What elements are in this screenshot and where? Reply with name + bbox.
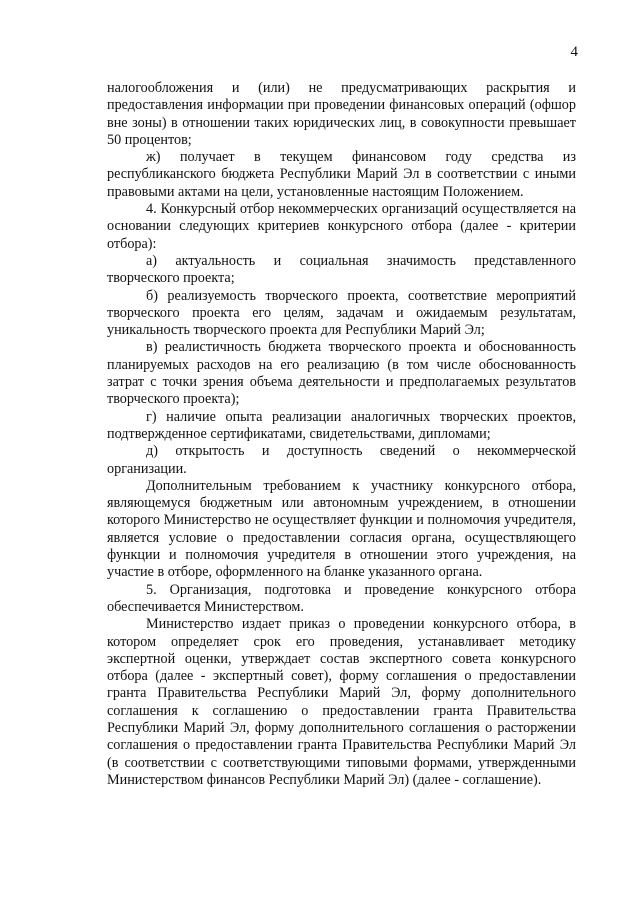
document-body xyxy=(107,80,576,789)
paragraph: налогообложения и (или) не предусматривающих раскрытия и предоставления информации при проведении финансовых операций (офшор вне зоны) в отношении таких юридических лиц, в совокупности превышает 50 процентов; xyxy=(107,80,576,148)
page-number: 4 xyxy=(570,44,578,60)
paragraph: 4. Конкурсный отбор некоммерческих организаций осуществляется на основании следующих критериев конкурсного отбора (далее - критерии отбора): xyxy=(107,201,576,252)
paragraph: в) реалистичность бюджета творческого проекта и обоснованность планируемых расходов на его реализацию (в том числе обоснованность затрат с точки зрения объема деятельности и предполагаемых результатов творческого проекта); xyxy=(107,339,576,408)
paragraph: д) открытость и доступность сведений о некоммерческой организации. xyxy=(107,443,576,477)
paragraph: а) актуальность и социальная значимость представленного творческого проекта; xyxy=(107,252,576,287)
paragraph: г) наличие опыта реализации аналогичных творческих проектов, подтвержденное сертификатами, свидетельствами, дипломами; xyxy=(107,408,576,442)
paragraph: б) реализуемость творческого проекта, соответствие мероприятий творческого проекта его целям, задачам и ожидаемым результатам, уникальность творческого проекта для Республики Марий Эл; xyxy=(107,287,576,339)
paragraph: Министерство издает приказ о проведении конкурсного отбора, в котором определяет срок его проведения, устанавливает методику экспертной оценки, утверждает состав экспертного совета конкурсного отбора (далее - экспертный совет), форму соглашения о предоставлении гранта Правительства Республики Марий Эл, форму дополнительного соглашения к соглашению о предоставлении гранта Правительства Республики Марий Эл, форму дополнительного соглашения о расторжении соглашения о предоставлении гранта Правительства Республики Марий Эл (в соответствии с соответствующими типовыми формами, утвержденными Министерством финансов Республики Марий Эл) (далее - соглашение). xyxy=(107,616,576,788)
paragraph: ж) получает в текущем финансовом году средства из республиканского бюджета Республики Марий Эл в соответствии с иными правовыми актами на цели, установленные настоящим Положением. xyxy=(107,149,576,200)
paragraph: 5. Организация, подготовка и проведение конкурсного отбора обеспечивается Министерством. xyxy=(107,581,576,615)
paragraph: Дополнительным требованием к участнику конкурсного отбора, являющемуся бюджетным или автономным учреждением, в отношении которого Министерство не осуществляет функции и полномочия учредителя, является условие о предоставлении согласия органа, осуществляющего функции и полномочия учредителя в отношении этого учреждения, на участие в отборе, оформленного на бланке указанного органа. xyxy=(107,477,576,581)
